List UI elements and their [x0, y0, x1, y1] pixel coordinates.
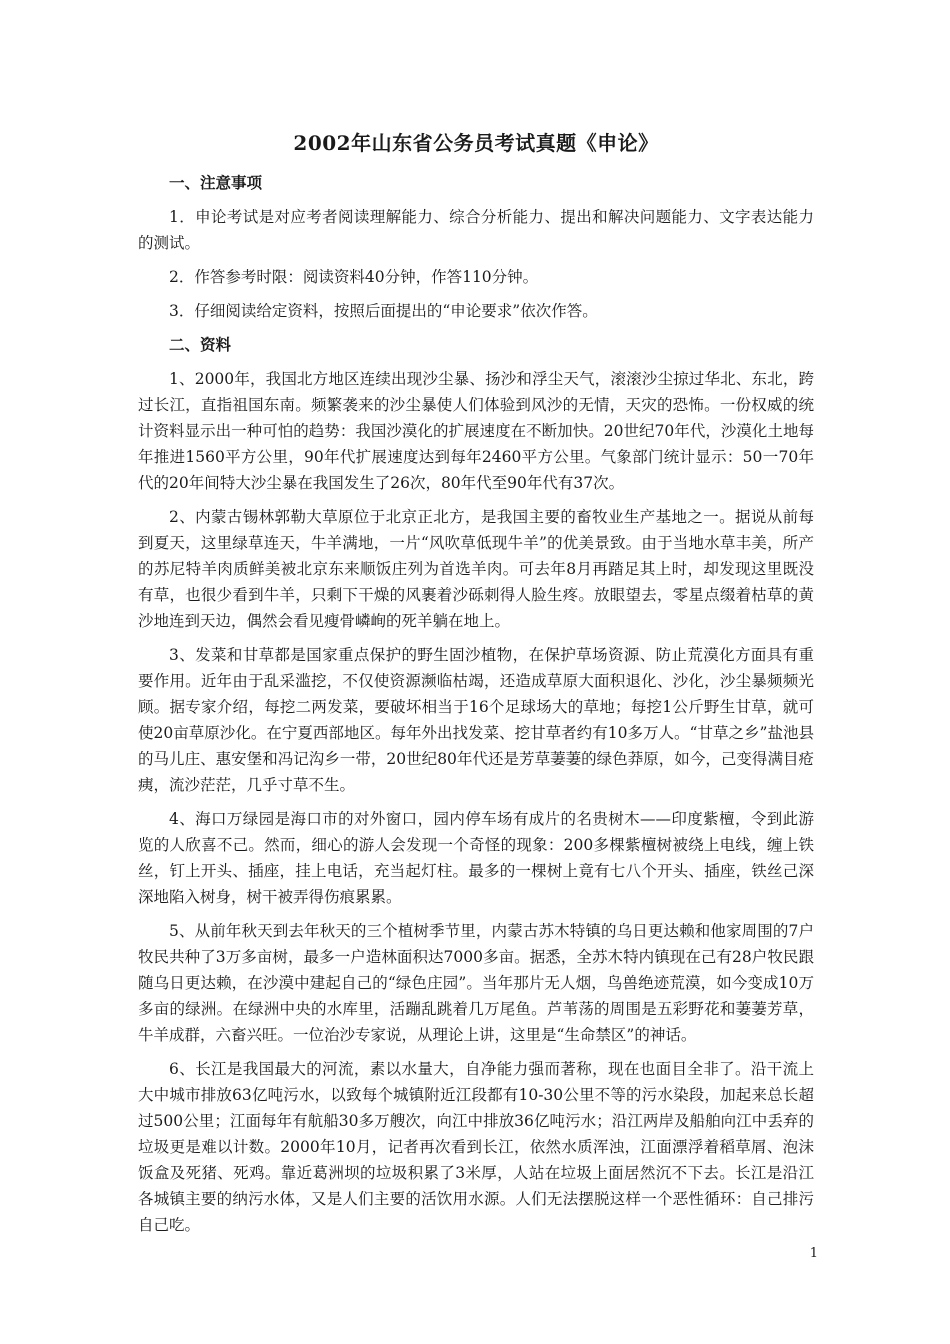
- document-body: [138, 128, 814, 1246]
- section-heading: 一、注意事项: [169, 173, 263, 192]
- paragraph: 6、长江是我国最大的河流，素以水量大，自净能力强而著称，现在也面目全非了。沿干流上大中城市排放63亿吨污水，以致每个城镇附近江段都有10-30公里不等的污水染段，加起来总长超过500公里；江面每年有航船30多万艘次，向江中排放36亿吨污水；沿江两岸及船舶向江中丢弃的垃圾更是难以计数。2000年10月，记者再次看到长江，依然水质浑浊，江面漂浮着稻草屑、泡沫饭盒及死猪、死鸡。靠近葛洲坝的垃圾积累了3米厚，人站在垃圾上面居然沉不下去。长江是沿江各城镇主要的纳污水体，又是人们主要的活饮用水源。人们无法摆脱这样一个恶性循环：自己排污自己吃。: [138, 1060, 814, 1234]
- paragraph: 1、2000年，我国北方地区连续出现沙尘暴、扬沙和浮尘天气，滚滚沙尘掠过华北、东北，跨过长江，直指祖国东南。频繁袭来的沙尘暴使人们体验到风沙的无情，天灾的恐怖。一份权威的统计资料显示出一种可怕的趋势：我国沙漠化的扩展速度在不断加快。20世纪70年代，沙漠化土地每年推进1560平方公里，90年代扩展速度达到每年2460平方公里。气象部门统计显示：50一70年代的20年间特大沙尘暴在我国发生了26次，80年代至90年代有37次。: [138, 370, 814, 492]
- paragraph: 2、内蒙古锡林郭勒大草原位于北京正北方，是我国主要的畜牧业生产基地之一。据说从前每到夏天，这里绿草连天，牛羊满地，一片“风吹草低现牛羊”的优美景致。由于当地水草丰美，所产的苏尼特羊肉质鲜美被北京东来顺饭庄列为首选羊肉。可去年8月再踏足其上时，却发现这里既没有草，也很少看到牛羊，只剩下干燥的风裹着沙砾刺得人脸生疼。放眼望去，零星点缀着枯草的黄沙地连到天边，偶然会看见瘦骨嶙峋的死羊躺在地上。: [138, 508, 814, 630]
- paragraph: 2．作答参考时限：阅读资料40分钟，作答110分钟。: [169, 268, 539, 286]
- section-notes: [138, 170, 814, 324]
- paragraph: 5、从前年秋天到去年秋天的三个植树季节里，内蒙古苏木特镇的乌日更达赖和他家周围的7户牧民共种了3万多亩树，最多一户造林面积达7000多亩。据悉，全苏木特内镇现在己有28户牧民跟随乌日更达赖，在沙漠中建起自己的“绿色庄园”。当年那片无人烟，鸟兽绝迹荒漠，如今变成10万多亩的绿洲。在绿洲中央的水库里，活蹦乱跳着几万尾鱼。芦苇荡的周围是五彩野花和萋萋芳草，牛羊成群，六畜兴旺。一位治沙专家说，从理论上讲，这里是“生命禁区”的神话。: [138, 922, 814, 1044]
- section-heading: 二、资料: [169, 335, 232, 354]
- section-materials: [138, 332, 814, 1238]
- document-title: 2002年山东省公务员考试真题《申论》: [293, 131, 659, 155]
- page-number: 1: [809, 1246, 818, 1261]
- paragraph: 1．申论考试是对应考者阅读理解能力、综合分析能力、提出和解决问题能力、文字表达能力的测试。: [138, 208, 814, 252]
- paragraph: 4、海口万绿园是海口市的对外窗口，园内停车场有成片的名贵树木——印度紫檀，令到此游览的人欣喜不己。然而，细心的游人会发现一个奇怪的现象：200多棵紫檀树被绕上电线，缠上铁丝，钉上开头、插座，挂上电话，充当起灯柱。最多的一棵树上竟有七八个开头、插座，铁丝己深深地陷入树身，树干被弄得伤痕累累。: [138, 810, 814, 906]
- paragraph: 3、发菜和甘草都是国家重点保护的野生固沙植物，在保护草场资源、防止荒漠化方面具有重要作用。近年由于乱采滥挖，不仅使资源濒临枯竭，还造成草原大面积退化、沙化，沙尘暴频频光顾。据专家介绍，每挖二两发菜，要破坏相当于16个足球场大的草地；每挖1公斤野生甘草，就可使20亩草原沙化。在宁夏西部地区。每年外出找发菜、挖甘草者约有10多万人。“甘草之乡”盐池县的马儿庄、惠安堡和冯记沟乡一带，20世纪80年代还是芳草萋萋的绿色莽原，如今，己变得满目疮痍，流沙茫茫，几乎寸草不生。: [138, 646, 814, 794]
- paragraph: 3．仔细阅读给定资料，按照后面提出的“申论要求”依次作答。: [169, 302, 598, 320]
